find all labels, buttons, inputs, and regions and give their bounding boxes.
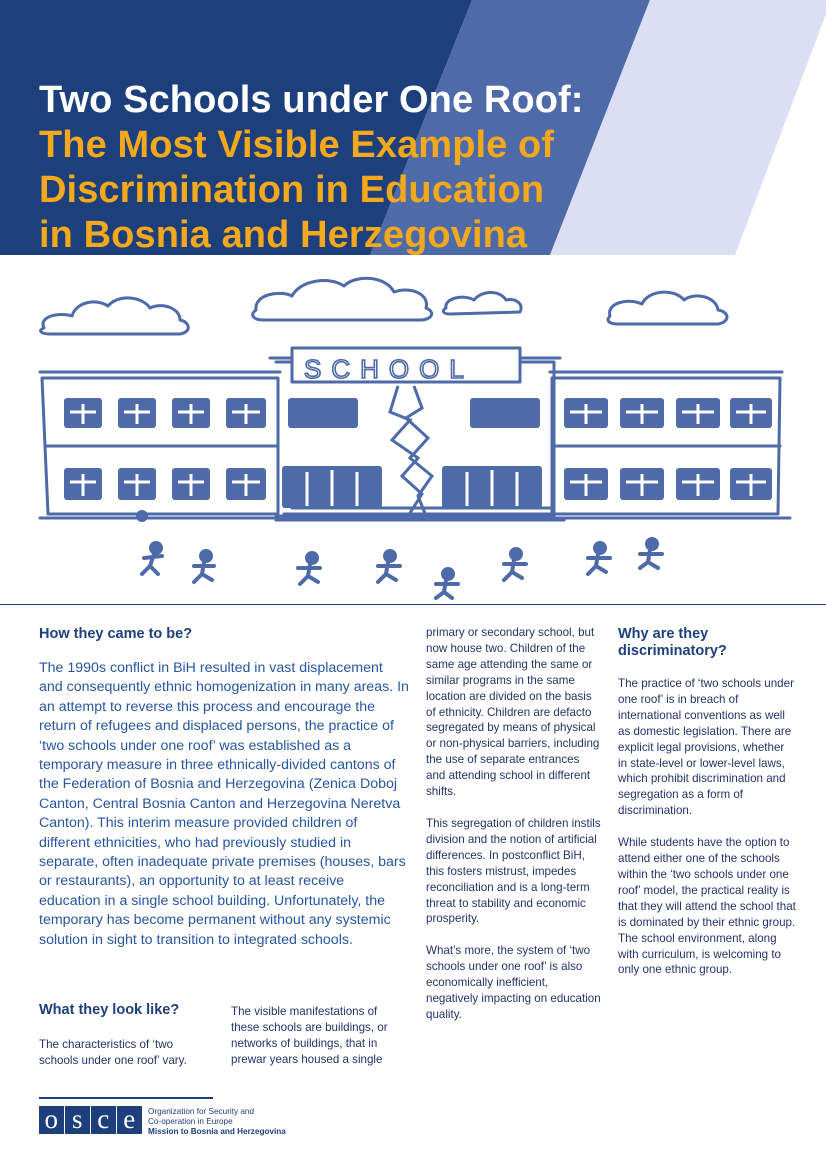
child-figure (194, 551, 214, 582)
text-column-3 (426, 625, 601, 1023)
logo-letter: o (39, 1106, 64, 1134)
logo-letter: s (65, 1106, 90, 1134)
section-what-they-look-like (39, 1002, 209, 1069)
paragraph: The practice of ‘two schools under one roof’ is in breach of international conventions as well as domestic legislation. There are explicit legal provisions, whether in state-level or lower-level laws, which prohibit discrimination and segregation as a form of discrimination. (618, 677, 794, 818)
cloud-right (608, 292, 727, 324)
section-heading: What they look like? (39, 1002, 180, 1018)
child-figure (142, 543, 162, 574)
logo-line: Organization for Security and (148, 1107, 255, 1116)
paragraph: primary or secondary school, but now house two. Children of the same age attending the same or similar programs in the same location are divided on the basis of ethnicity. Children are defacto segregated by means of physical or non-physical barriers, including the use of separate entrances and attending school in different shifts. (426, 626, 600, 799)
section-how-they-came-to-be (39, 626, 409, 950)
page-title (39, 78, 679, 255)
section-body: The characteristics of ‘two schools under one roof’ vary. (39, 1038, 187, 1067)
child-figure (640, 539, 662, 568)
cloud-right-small (443, 293, 521, 315)
school-sign-text: SCHOOL (304, 354, 474, 384)
section-divider (0, 604, 826, 605)
section-heading: Why are they discriminatory? (618, 626, 727, 659)
section-heading: How they came to be? (39, 626, 193, 642)
title-line-4: in Bosnia and Herzegovina (39, 214, 528, 255)
osce-wordmark (39, 1106, 143, 1134)
section-body-continued: The visible manifestations of these schools are buildings, or networks of buildings, that in prewar years housed a single (231, 1005, 388, 1066)
school-illustration (30, 262, 800, 602)
logo-mission-line: Mission to Bosnia and Herzegovina (148, 1127, 286, 1136)
logo-organization-name (148, 1106, 286, 1137)
child-figure (378, 551, 400, 582)
child-figure (504, 549, 526, 580)
cloud-center (253, 278, 432, 320)
section-why-discriminatory (618, 626, 796, 978)
child-figure (298, 553, 320, 584)
title-line-2: The Most Visible Example of (39, 124, 555, 166)
osce-logo (39, 1106, 286, 1137)
header-banner (0, 0, 826, 255)
logo-letter: e (117, 1106, 142, 1134)
child-figure (138, 512, 146, 520)
footer-rule (39, 1097, 213, 1099)
cloud-left (41, 298, 189, 334)
title-line-1: Two Schools under One Roof: (39, 79, 584, 121)
child-figure (436, 569, 458, 598)
paragraph: This segregation of children instils division and the notion of artificial differences. In postconflict BiH, this fosters mistrust, impedes reconciliation and is a long-term threat to stability and economic prosperity. (426, 816, 601, 926)
paragraph: While students have the option to attend either one of the schools within the ‘two schools under one roof’ model, the practical reality is that they will attend the school that is dominated by their ethnic group. The school environment, along with curriculum, is welcoming to only one ethnic group. (618, 836, 796, 977)
logo-line: Co-operation in Europe (148, 1117, 233, 1126)
logo-letter: c (91, 1106, 116, 1134)
windows-top-row (64, 398, 772, 428)
children-figures (138, 512, 662, 598)
title-line-3: Discrimination in Education (39, 169, 545, 211)
section-body: The 1990s conflict in BiH resulted in vast displacement and consequently ethnic homogenization in many areas. In an attempt to reverse this process and encourage the return of refugees and displaced persons, the practice of ‘two schools under one roof’ was established as a temporary measure in three ethnically-divided cantons of the Federation of Bosnia and Herzegovina (Zenica Doboj Canton, Central Bosnia Canton and Herzegovina Neretva Canton). This interim measure provided children of different ethnicities, who had previously studied in separate, often inadequate private premises (houses, bars or restaurants), an opportunity to at least receive education in a single school building. Unfortunately, the temporary has become permanent without any systemic solution in sight to transition to integrated schools. (39, 660, 409, 948)
child-figure (588, 543, 610, 574)
paragraph: What’s more, the system of ‘two schools under one roof’ is also economically inefficient, negatively impacting on education quality. (426, 944, 601, 1021)
